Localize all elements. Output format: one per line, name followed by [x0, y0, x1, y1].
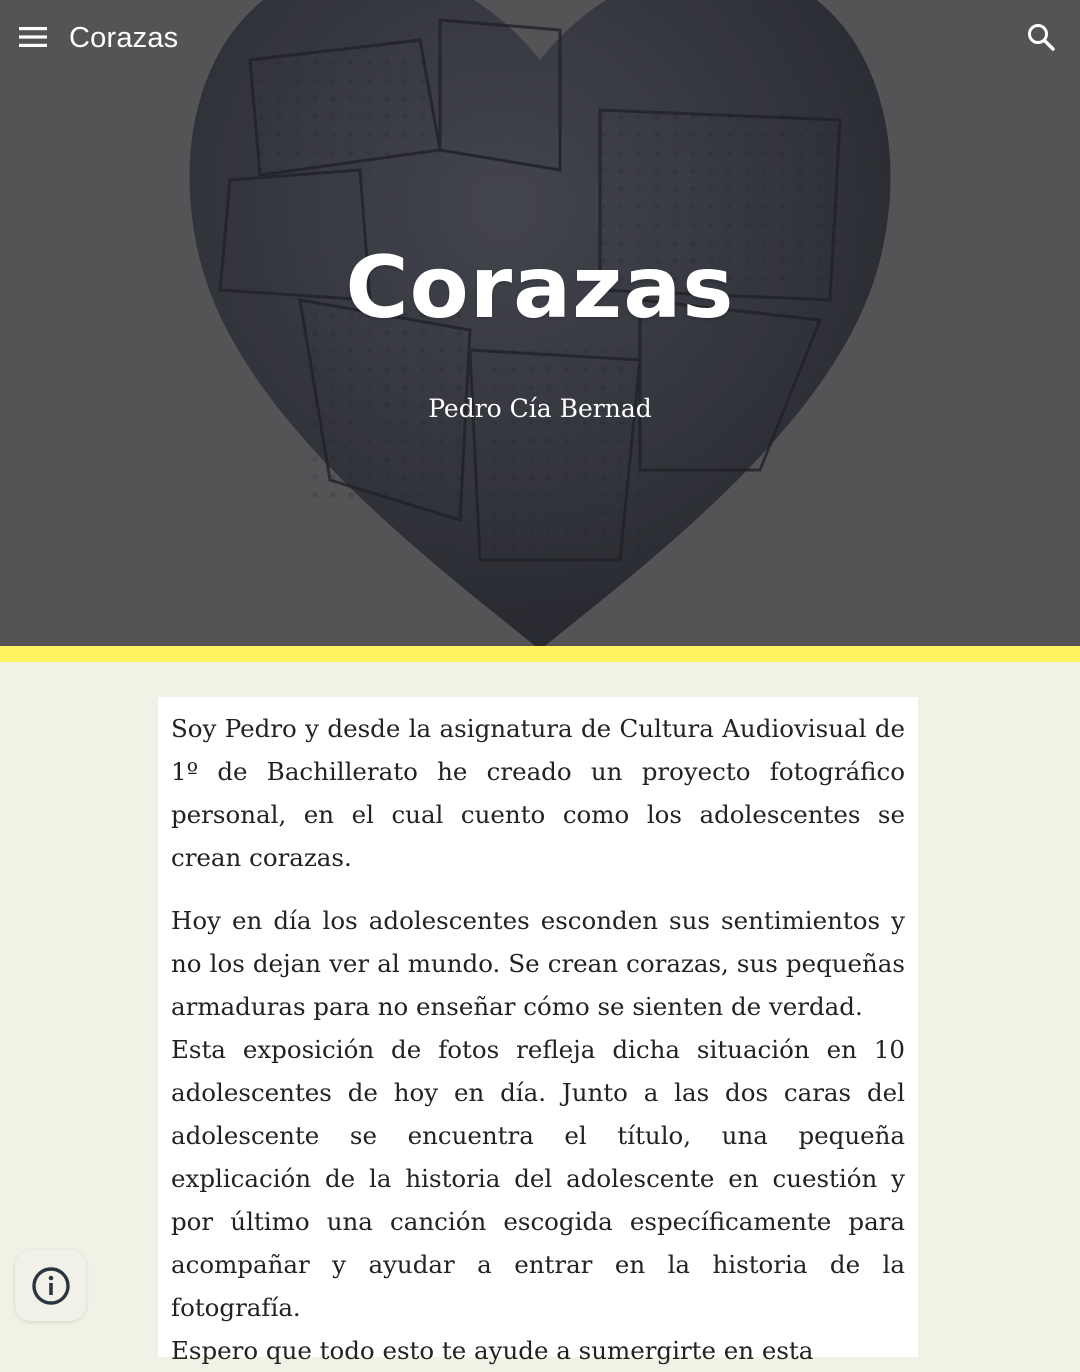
menu-button[interactable] — [12, 16, 54, 58]
search-icon — [1026, 22, 1056, 52]
site-name-link[interactable]: Corazas — [69, 22, 179, 54]
page-title: Corazas — [345, 238, 735, 338]
info-icon — [31, 1266, 71, 1306]
paragraph-closing: Espero que todo esto te ayude a sumergirte en esta — [171, 1336, 814, 1365]
site-info-button[interactable] — [15, 1250, 86, 1321]
paragraph-intro: Soy Pedro y desde la asignatura de Cultura Audiovisual de 1º de Bachillerato he creado un proyecto fotográfico personal, en el cual cuento como los adolescentes se crean corazas. — [171, 714, 905, 872]
paragraph-exhibition: Esta exposición de fotos refleja dicha situación en 10 adolescentes de hoy en día. Junto a las dos caras del adolescente se encuentra el título, una pequeña explicación de la historia del adolescente en cuestión y por último una canción escogida específicamente para acompañar y ayudar a entrar en la historia de la fotografía. — [171, 1035, 905, 1322]
hero-banner — [0, 0, 1080, 646]
page-subtitle: Pedro Cía Bernad — [428, 394, 652, 423]
paragraph-context: Hoy en día los adolescentes esconden sus sentimientos y no los dejan ver al mundo. Se crean corazas, sus pequeñas armaduras para no enseñar cómo se sienten de verdad. — [171, 906, 905, 1021]
accent-divider — [0, 646, 1080, 662]
top-bar — [0, 0, 1080, 76]
menu-icon — [18, 25, 48, 49]
intro-text-block — [158, 697, 918, 1365]
search-button[interactable] — [1018, 14, 1064, 60]
